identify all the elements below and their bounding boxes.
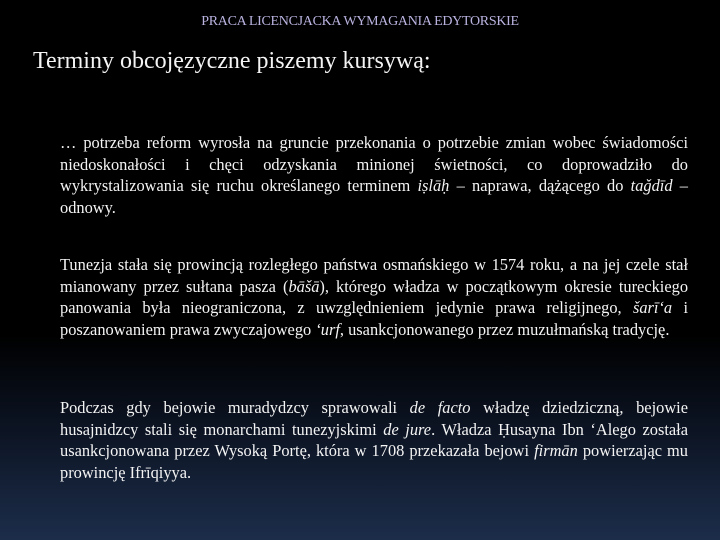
paragraph-text: ), którego władza w początkowym okresie tureckiego panowania była nieograniczona, z uwzględnieniem jedynie prawa religijnego, (60, 276, 689, 317)
italic-term: taǧdīd (630, 176, 673, 195)
paragraph-text: – odnowy. (60, 176, 688, 217)
paragraph-text: władzę dziedziczną, bejowie husajnidzcy stali się monarchami tunezyjskimi (60, 398, 688, 439)
paragraph-text: i poszanowaniem prawa zwyczajowego (60, 298, 688, 339)
paragraph-3 (60, 397, 688, 483)
italic-term: šarī‘a (632, 298, 673, 317)
slide-header: PRACA LICENCJACKA WYMAGANIA EDYTORSKIE (201, 14, 519, 29)
italic-term: iṣlāḥ (417, 176, 450, 195)
italic-term: ‘urf (315, 319, 340, 339)
paragraph-1 (60, 132, 688, 218)
italic-term: de jure (383, 419, 432, 439)
italic-term: bāšā (288, 276, 320, 296)
paragraph-text: . Władza Ḥusayna Ibn ‘Alego została usankcjonowana przez Wysoką Portę, która w 1708 przekazała bejowi (60, 419, 688, 460)
italic-term: firmān (534, 441, 578, 460)
paragraph-text: … potrzeba reform wyrosła na gruncie przekonania o potrzebie zmian wobec świadomości niedoskonałości i chęci odzyskania minionej świetności, co doprowadziło do wykrystalizowania się ruchu określanego terminem (60, 133, 688, 195)
paragraph-text: , usankcjonowanego przez muzułmańską tradycję. (339, 319, 670, 339)
paragraph-text: – naprawa, dążącego do (449, 176, 631, 195)
paragraph-2 (60, 254, 688, 340)
paragraph-text: Tunezja stała się prowincją rozległego państwa osmańskiego w 1574 roku, a na jej czele stał mianowany przez sułtana pasza ( (60, 255, 688, 296)
paragraph-text: Podczas gdy bejowie muradydzcy sprawowali (60, 398, 410, 417)
paragraph-text: powierzając mu prowincję Ifrīqiyya. (60, 441, 688, 482)
italic-term: de facto (409, 398, 471, 417)
slide-title: Terminy obcojęzyczne piszemy kursywą: (33, 48, 431, 74)
